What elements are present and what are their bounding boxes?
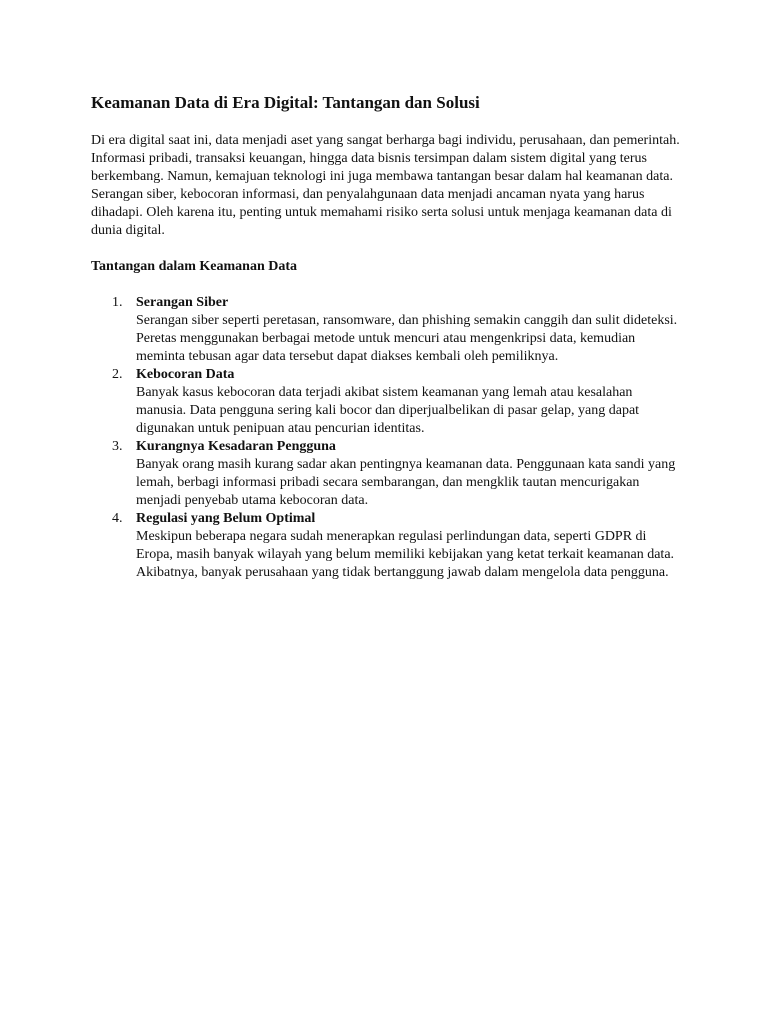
item-description: Meskipun beberapa negara sudah menerapkan regulasi perlindungan data, seperti GDPR di Eropa, masih banyak wilayah yang belum memiliki kebijakan yang ketat terkait keamanan data. Akibatnya, banyak perusahaan yang tidak bertanggung jawab dalam mengelola data pengguna. <box>136 529 675 580</box>
intro-paragraph: Di era digital saat ini, data menjadi aset yang sangat berharga bagi individu, perusahaan, dan pemerintah. Informasi pribadi, transaksi keuangan, hingga data bisnis tersimpan dalam sistem digital yang terus berkembang. Namun, kemajuan teknologi ini juga membawa tantangan besar dalam hal keamanan data. Serangan siber, kebocoran informasi, dan penyalahgunaan data menjadi ancaman nyata yang harus dihadapi. Oleh karena itu, penting untuk memahami risiko serta solusi untuk menjaga keamanan data di dunia digital. <box>91 133 680 238</box>
list-item <box>91 366 681 438</box>
list-item <box>91 438 681 510</box>
item-number: 2. <box>112 367 123 382</box>
item-title: Regulasi yang Belum Optimal <box>136 511 316 526</box>
item-title: Kurangnya Kesadaran Pengguna <box>136 439 336 454</box>
item-title: Kebocoran Data <box>136 367 235 382</box>
item-description: Banyak orang masih kurang sadar akan pentingnya keamanan data. Penggunaan kata sandi yang lemah, berbagi informasi pribadi secara sembarangan, dan mengklik tautan mencurigakan menjadi penyebab utama kebocoran data. <box>136 457 676 508</box>
item-number: 1. <box>112 295 123 310</box>
list-item <box>91 510 681 582</box>
document-title: Keamanan Data di Era Digital: Tantangan dan Solusi <box>91 93 480 112</box>
item-description: Banyak kasus kebocoran data terjadi akibat sistem keamanan yang lemah atau kesalahan manusia. Data pengguna sering kali bocor dan diperjualbelikan di pasar gelap, yang dapat digunakan untuk penipuan atau pencurian identitas. <box>136 385 640 436</box>
list-item <box>91 294 681 366</box>
item-number: 3. <box>112 439 123 454</box>
document-page <box>91 92 681 582</box>
challenge-list <box>91 294 681 582</box>
item-number: 4. <box>112 511 123 526</box>
section-heading: Tantangan dalam Keamanan Data <box>91 259 298 274</box>
item-description: Serangan siber seperti peretasan, ransomware, dan phishing semakin canggih dan sulit dideteksi. Peretas menggunakan berbagai metode untuk mencuri atau mengenkripsi data, kemudian meminta tebusan agar data tersebut dapat diakses kembali oleh pemiliknya. <box>136 313 678 364</box>
item-title: Serangan Siber <box>136 295 229 310</box>
